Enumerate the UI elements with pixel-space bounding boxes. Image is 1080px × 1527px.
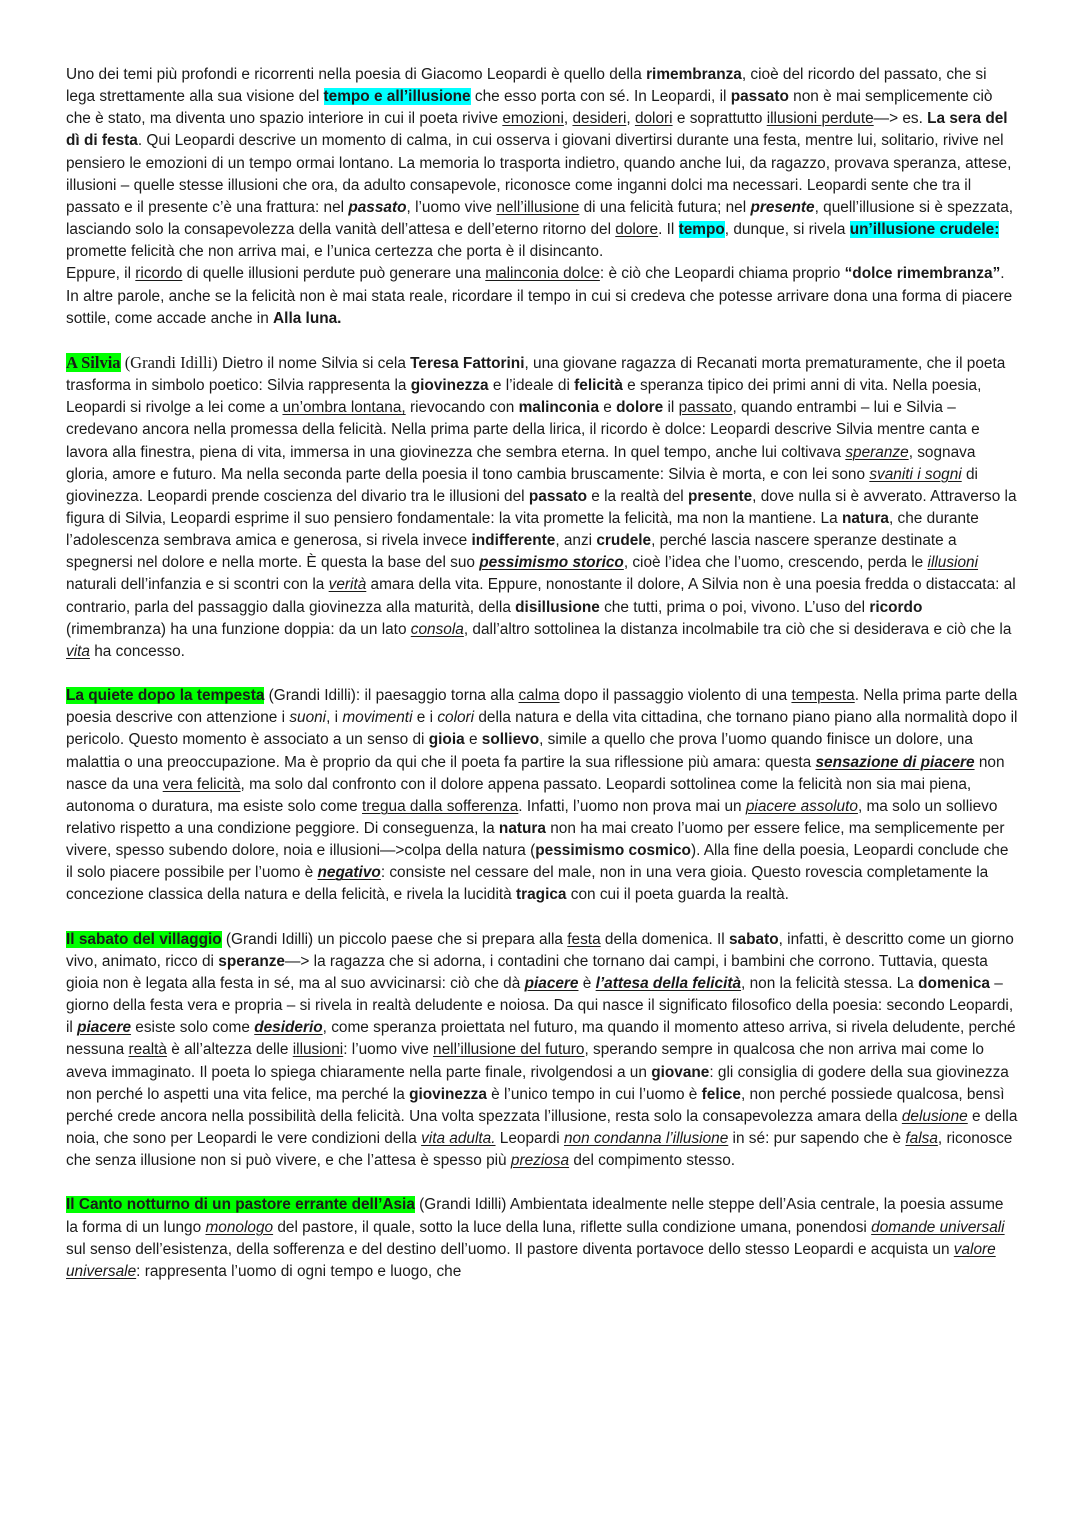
intro-paragraph-2: Eppure, il ricordo di quelle illusioni perdute può generare una malinconia dolce: è ciò che Leopardi chiama proprio “dolce rimembranza”. In altre parole, anche se la felicità non è mai stata reale, ricordare il tempo in cui si credeva che potesse arrivare dona una forma di piacere sottile, come accade anche in Alla luna. (66, 265, 1013, 327)
canto-section: Il Canto notturno di un pastore errante dell’Asia (Grandi Idilli) Ambientata idealmente nelle steppe dell’Asia centrale, la poesia assume la forma di un lungo monologo del pastore, il quale, sotto la luce della luna, riflette sulla condizione umana, ponendosi domande universali sul senso dell’esistenza, della sofferenza e del destino dell’uomo. Il pastore diventa portavoce dello stesso Leopardi e acquista un valore universale: rappresenta l’uomo di ogni tempo e luogo, che (66, 1196, 1005, 1280)
highlight-tempo: tempo (678, 221, 725, 239)
section-title-quiete: La quiete dopo la tempesta (66, 687, 265, 705)
highlight-tempo-illusione: tempo e all’illusione (323, 88, 471, 106)
section-title-canto: Il Canto notturno di un pastore errante dell’Asia (66, 1196, 415, 1214)
section-title-sabato: Il sabato del villaggio (66, 930, 222, 948)
highlight-illusione-crudele: un’illusione crudele: (849, 221, 1000, 239)
quiete-section: La quiete dopo la tempesta (Grandi Idilli): il paesaggio torna alla calma dopo il passaggio violento di una tempesta. Nella prima parte della poesia descrive con attenzione i suoni, i movimenti e i colori della natura e della vita cittadina, che tornano piano piano alla normalità dopo il pericolo. Questo momento è associato a un senso di gioia e sollievo, simile a quello che prova l’uomo quando finisce un dolore, una malattia o una preoccupazione. Ma è proprio da qui che il poeta fa partire la sua riflessione più amara: questa sensazione di piacere non nasce da una vera felicità, ma solo dal confronto con il dolore appena passato. Leopardi sottolinea come la felicità non sia mai piena, autonoma o duratura, ma esiste solo come tregua dalla sofferenza. Infatti, l’uomo non prova mai un piacere assoluto, ma solo un sollievo relativo rispetto a una condizione peggiore. Di conseguenza, la natura non ha mai creato l’uomo per essere felice, ma semplicemente per vivere, spesso subendo dolore, noia e illusioni—>colpa della natura (pessimismo cosmico). Alla fine della poesia, Leopardi conclude che il solo piacere possibile per l’uomo è negativo: consiste nel cessare del male, non in una vera gioia. Questo rovescia completamente la concezione classica della natura e della felicità, e rivela la lucidità tragica con cui il poeta guarda la realtà. (66, 687, 1018, 904)
silvia-section: A Silvia (Grandi Idilli) Dietro il nome Silvia si cela Teresa Fattorini, una giovane ragazza di Recanati morta prematuramente, che il poeta trasforma in simbolo poetico: Silvia rappresenta la giovinezza e l’ideale di felicità e speranza tipico dei primi anni di vita. Nella poesia, Leopardi si rivolge a lei come a un’ombra lontana, rievocando con malinconia e dolore il passato, quando entrambi – lui e Silvia – credevano ancora nella promessa della felicità. Nella prima parte della lirica, il ricordo è dolce: Leopardi descrive Silvia mentre canta e lavora alla finestra, piena di vita, immersa in una giovinezza che sembra eterna. In quel tempo, anche lui coltivava speranze, sognava gloria, amore e futuro. Ma nella seconda parte della poesia il tono cambia bruscamente: Silvia è morta, e con lei sono svaniti i sogni di giovinezza. Leopardi prende coscienza del divario tra le illusioni del passato e la realtà del presente, dove nulla si è avverato. Attraverso la figura di Silvia, Leopardi esprime il suo pensiero fondamentale: la vita promette la felicità, ma non la mantiene. La natura, che durante l’adolescenza sembrava amica e generosa, si rivela invece indifferente, anzi crudele, perché lascia nascere speranze destinate a spegnersi nel dolore e nella morte. È questa la base del suo pessimismo storico, cioè l’idea che l’uomo, crescendo, perda le illusioni naturali dell’infanzia e si scontri con la verità amara della vita. Eppure, nonostante il dolore, A Silvia non è una poesia fredda o distaccata: al contrario, parla del passaggio dalla giovinezza alla maturità, della disillusione che tutti, prima o poi, vivono. L’uso del ricordo (rimembranza) ha una funzione doppia: da un lato consola, dall’altro sottolinea la distanza incolmabile tra ciò che si desiderava e ciò che la vita ha concesso. (66, 352, 1017, 660)
document-page (66, 64, 1018, 1283)
intro-paragraph: Uno dei temi più profondi e ricorrenti nella poesia di Giacomo Leopardi è quello della rimembranza, cioè del ricordo del passato, che si lega strettamente alla sua visione del tempo e all’illusione che esso porta con sé. In Leopardi, il passato non è mai semplicemente ciò che è stato, ma diventa uno spazio interiore in cui il poeta rivive emozioni, desideri, dolori e soprattutto illusioni perdute—> es. La sera del dì di festa. Qui Leopardi descrive un momento di calma, in cui osserva i giovani divertirsi durante una festa, mentre lui, solitario, rivive nel pensiero le emozioni di un tempo ormai lontano. La memoria lo trasporta indietro, quando anche lui, da ragazzo, provava speranza, attese, illusioni – quelle stesse illusioni che ora, da adulto consapevole, riconosce come inganni dolci ma necessari. Leopardi sente che tra il passato e il presente c’è una frattura: nel passato, l’uomo vive nell’illusione di una felicità futura; nel presente, quell’illusione si è spezzata, lasciando solo la consapevolezza della vanità dell’attesa e dell’eterno ritorno del dolore. Il tempo, dunque, si rivela un’illusione crudele: promette felicità che non arriva mai, e l’unica certezza che porta è il disincanto. (66, 66, 1014, 261)
section-title-silvia: A Silvia (66, 352, 121, 372)
sabato-section: Il sabato del villaggio (Grandi Idilli) un piccolo paese che si prepara alla festa della domenica. Il sabato, infatti, è descritto come un giorno vivo, animato, ricco di speranze—> la ragazza che si adorna, i contadini che tornano dai campi, i bambini che corrono. Tuttavia, questa gioia non è legata alla festa in sé, ma al suo avvicinarsi: ciò che dà piacere è l’attesa della felicità, non la felicità stessa. La domenica – giorno della festa vera e propria – si rivela in realtà deludente e noiosa. Da qui nasce il significato filosofico della poesia: secondo Leopardi, il piacere esiste solo come desiderio, come speranza proiettata nel futuro, ma quando il momento atteso arriva, si rivela deludente, perché nessuna realtà è all’altezza delle illusioni: l’uomo vive nell’illusione del futuro, sperando sempre in qualcosa che non arriva mai come lo aveva immaginato. Il poeta lo spiega chiaramente nella parte finale, rivolgendosi a un giovane: gli consiglia di godere della sua giovinezza non perché lo aspetti una vita felice, ma perché la giovinezza è l’unico tempo in cui l’uomo è felice, non perché possiede qualcosa, bensì perché crede ancora nella possibilità della felicità. Una volta spezzata l’illusione, resta solo la consapevolezza amara della delusione e della noia, che sono per Leopardi le vere condizioni della vita adulta. Leopardi non condanna l’illusione in sé: pur sapendo che è falsa, riconosce che senza illusione non si può vivere, e che l’attesa è spesso più preziosa del compimento stesso. (66, 930, 1018, 1170)
